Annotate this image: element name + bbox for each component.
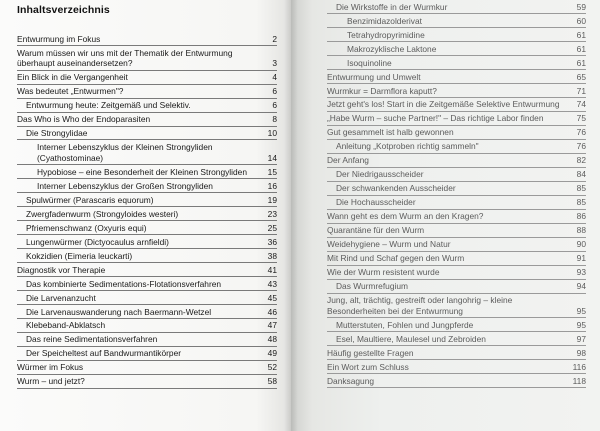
toc-entry — [327, 154, 586, 168]
toc-entry-page: 19 — [267, 194, 277, 205]
toc-entry — [17, 71, 277, 85]
toc-entry-page: 49 — [267, 348, 277, 359]
toc-entry-title: Zwergfadenwurm (Strongyloides westeri) — [26, 208, 179, 219]
toc-entry-page: 23 — [267, 208, 277, 219]
toc-entry — [327, 140, 586, 154]
toc-entry — [327, 252, 586, 266]
toc-entry-page: 61 — [576, 29, 586, 40]
toc-entry — [327, 224, 586, 238]
toc-entry — [327, 168, 586, 182]
left-page — [0, 0, 291, 431]
toc-entry-page: 58 — [267, 376, 277, 387]
toc-entry-page: 45 — [267, 292, 277, 303]
toc-entry — [17, 291, 277, 305]
toc-entry-title: Warum müssen wir uns mit der Thematik der Entwurmung überhaupt auseinandersetzen? — [17, 47, 233, 69]
toc-entry — [17, 221, 277, 235]
toc-entry-page: 14 — [267, 152, 277, 163]
toc-entry-title: Die Wirkstoffe in der Wurmkur — [336, 1, 448, 12]
toc-entry-title: „Habe Wurm – suche Partner!" – Das richtige Labor finden — [327, 113, 544, 124]
toc-entry-title: Hypobiose – eine Besonderheit der Kleinen Strongyliden — [37, 166, 247, 177]
toc-entry — [327, 266, 586, 280]
toc-entry-page: 95 — [576, 305, 586, 316]
toc-entry-page: 8 — [272, 114, 277, 125]
toc-entry-page: 76 — [576, 141, 586, 152]
toc-entry — [17, 193, 277, 207]
toc-entry-page: 97 — [576, 333, 586, 344]
toc-entry-title: Die Larvenanzucht — [26, 292, 96, 303]
toc-entry-page: 6 — [272, 86, 277, 97]
toc-entry-title: Klebeband-Abklatsch — [26, 320, 106, 331]
toc-entry — [327, 126, 586, 140]
toc-entry-page: 41 — [267, 264, 277, 275]
toc-entry-page: 15 — [267, 166, 277, 177]
toc-entry — [17, 127, 277, 141]
toc-entry — [17, 32, 277, 46]
toc-entry — [327, 182, 586, 196]
toc-entry-page: 98 — [576, 347, 586, 358]
toc-entry — [17, 249, 277, 263]
toc-entry-page: 46 — [267, 306, 277, 317]
toc-entry-title: Die Strongylidae — [26, 128, 88, 139]
toc-entry-title: Pfriemenschwanz (Oxyuris equi) — [26, 222, 147, 233]
toc-entry-title: Lungenwürmer (Dictyocaulus arnfieldi) — [26, 236, 169, 247]
toc-entry-title: Der Niedrigausscheider — [336, 169, 424, 180]
toc-entry-page: 76 — [576, 127, 586, 138]
toc-entry-title: Wie der Wurm resistent wurde — [327, 267, 440, 278]
book-gutter — [284, 0, 298, 431]
toc-entry-title: Anleitung „Kotproben richtig sammeln" — [336, 141, 479, 152]
toc-entry-title: Danksagung — [327, 375, 375, 386]
toc-entry-page: 10 — [267, 128, 277, 139]
toc-entry-title: Was bedeutet „Entwurmen"? — [17, 86, 124, 97]
toc-heading: Inhaltsverzeichnis — [17, 4, 110, 16]
toc-entry-page: 59 — [576, 1, 586, 12]
toc-entry — [17, 207, 277, 221]
toc-entry — [327, 98, 586, 112]
toc-entry-title: Interner Lebenszyklus der Großen Strongyliden — [37, 180, 213, 191]
toc-entry — [17, 46, 277, 71]
toc-entry-title: Ein Blick in die Vergangenheit — [17, 72, 128, 83]
toc-entry — [327, 56, 586, 70]
toc-entry-page: 25 — [267, 222, 277, 233]
toc-entry-page: 82 — [576, 155, 586, 166]
toc-entry-title: Der schwankenden Ausscheider — [336, 183, 456, 194]
toc-entry-page: 74 — [576, 99, 586, 110]
toc-entry-title: Jetzt geht's los! Start in die Zeitgemäße Selektive Entwurmung — [327, 99, 560, 110]
toc-entry-page: 6 — [272, 100, 277, 111]
toc-entry-page: 91 — [576, 253, 586, 264]
left-toc-list — [17, 32, 277, 389]
toc-entry — [327, 332, 586, 346]
toc-entry-title: Ein Wort zum Schluss — [327, 361, 409, 372]
toc-entry — [17, 305, 277, 319]
toc-entry-page: 65 — [576, 71, 586, 82]
toc-entry-page: 48 — [267, 334, 277, 345]
toc-entry-title: Entwurmung im Fokus — [17, 33, 101, 44]
toc-entry-page: 52 — [267, 362, 277, 373]
toc-entry-page: 71 — [576, 85, 586, 96]
toc-entry — [17, 333, 277, 347]
toc-entry-page: 90 — [576, 239, 586, 250]
toc-entry-title: Makrozyklische Laktone — [347, 43, 437, 54]
toc-entry-title: Quarantäne für den Wurm — [327, 225, 425, 236]
toc-entry-page: 4 — [272, 72, 277, 83]
toc-entry-page: 61 — [576, 57, 586, 68]
toc-entry-title: Isoquinoline — [347, 57, 392, 68]
toc-entry-title: Wann geht es dem Wurm an den Kragen? — [327, 211, 484, 222]
toc-entry-title: Entwurmung und Umwelt — [327, 71, 421, 82]
toc-entry-title: Spulwürmer (Parascaris equorum) — [26, 194, 154, 205]
toc-entry — [17, 165, 277, 179]
toc-entry — [327, 374, 586, 388]
toc-entry-title: Esel, Maultiere, Maulesel und Zebroiden — [336, 333, 486, 344]
toc-entry — [17, 85, 277, 99]
toc-entry — [327, 360, 586, 374]
right-toc-list — [327, 0, 586, 388]
toc-entry-title: Jung, alt, trächtig, gestreift oder langohrig – kleine Besonderheiten bei der Entwurmung — [327, 295, 513, 316]
toc-entry — [327, 14, 586, 28]
toc-entry-page: 61 — [576, 43, 586, 54]
toc-entry-page: 2 — [272, 33, 277, 44]
toc-entry — [327, 280, 586, 294]
toc-entry-title: Tetrahydropyrimidine — [347, 29, 425, 40]
toc-entry — [17, 140, 277, 165]
toc-entry — [327, 84, 586, 98]
toc-entry-title: Mutterstuten, Fohlen und Jungpferde — [336, 319, 474, 330]
toc-entry — [327, 0, 586, 14]
toc-entry — [327, 42, 586, 56]
toc-entry-page: 16 — [267, 180, 277, 191]
toc-entry-page: 38 — [267, 250, 277, 261]
toc-entry-title: Wurm – und jetzt? — [17, 376, 85, 387]
toc-entry-page: 85 — [576, 197, 586, 208]
toc-entry — [17, 319, 277, 333]
right-page — [291, 0, 600, 431]
toc-entry — [17, 99, 277, 113]
toc-entry — [17, 263, 277, 277]
toc-entry — [17, 361, 277, 375]
toc-entry-title: Das Who is Who der Endoparasiten — [17, 114, 151, 125]
toc-entry-title: Die Larvenauswanderung nach Baermann-Wetzel — [26, 306, 212, 317]
toc-entry-page: 95 — [576, 319, 586, 330]
toc-entry — [17, 375, 277, 389]
toc-entry-title: Häufig gestellte Fragen — [327, 347, 414, 358]
toc-entry-title: Würmer im Fokus — [17, 362, 84, 373]
toc-entry — [327, 196, 586, 210]
toc-entry — [327, 238, 586, 252]
toc-entry-title: Gut gesammelt ist halb gewonnen — [327, 127, 454, 138]
toc-entry-page: 75 — [576, 113, 586, 124]
toc-entry-title: Kokzidien (Eimeria leuckarti) — [26, 250, 133, 261]
toc-entry-title: Weidehygiene – Wurm und Natur — [327, 239, 451, 250]
toc-entry-title: Interner Lebenszyklus der Kleinen Strongyliden (Cyathostominae) — [37, 142, 213, 163]
toc-entry-title: Der Speicheltest auf Bandwurmantikörper — [26, 348, 182, 359]
toc-entry-page: 116 — [572, 361, 586, 372]
toc-entry-page: 88 — [576, 225, 586, 236]
toc-entry-title: Das reine Sedimentationsverfahren — [26, 334, 158, 345]
toc-entry — [17, 113, 277, 127]
toc-entry-page: 94 — [576, 281, 586, 292]
toc-entry-page: 85 — [576, 183, 586, 194]
toc-entry-page: 47 — [267, 320, 277, 331]
toc-entry-page: 3 — [272, 58, 277, 69]
toc-entry-title: Mit Rind und Schaf gegen den Wurm — [327, 253, 465, 264]
toc-entry — [327, 112, 586, 126]
toc-entry-title: Benzimidazolderivat — [347, 15, 422, 26]
toc-entry — [327, 294, 586, 319]
toc-entry-page: 118 — [572, 375, 586, 386]
toc-entry-page: 43 — [267, 278, 277, 289]
toc-entry-title: Die Hochausscheider — [336, 197, 416, 208]
toc-entry — [17, 277, 277, 291]
toc-entry-title: Das Wurmrefugium — [336, 281, 408, 292]
toc-entry-title: Entwurmung heute: Zeitgemäß und Selektiv. — [26, 100, 191, 111]
toc-entry — [17, 235, 277, 249]
toc-entry — [17, 179, 277, 193]
toc-entry-title: Das kombinierte Sedimentations-Flotationsverfahren — [26, 278, 222, 289]
toc-entry — [327, 210, 586, 224]
toc-entry-page: 86 — [576, 211, 586, 222]
toc-entry — [327, 318, 586, 332]
toc-entry-page: 36 — [267, 236, 277, 247]
toc-entry — [327, 70, 586, 84]
toc-entry-title: Wurmkur = Darmflora kaputt? — [327, 85, 437, 96]
toc-entry-title: Der Anfang — [327, 155, 369, 166]
toc-entry — [327, 28, 586, 42]
toc-entry-page: 60 — [576, 15, 586, 26]
toc-entry-page: 84 — [576, 169, 586, 180]
toc-entry — [17, 347, 277, 361]
toc-entry-title: Diagnostik vor Therapie — [17, 264, 106, 275]
toc-entry — [327, 346, 586, 360]
toc-entry-page: 93 — [576, 267, 586, 278]
